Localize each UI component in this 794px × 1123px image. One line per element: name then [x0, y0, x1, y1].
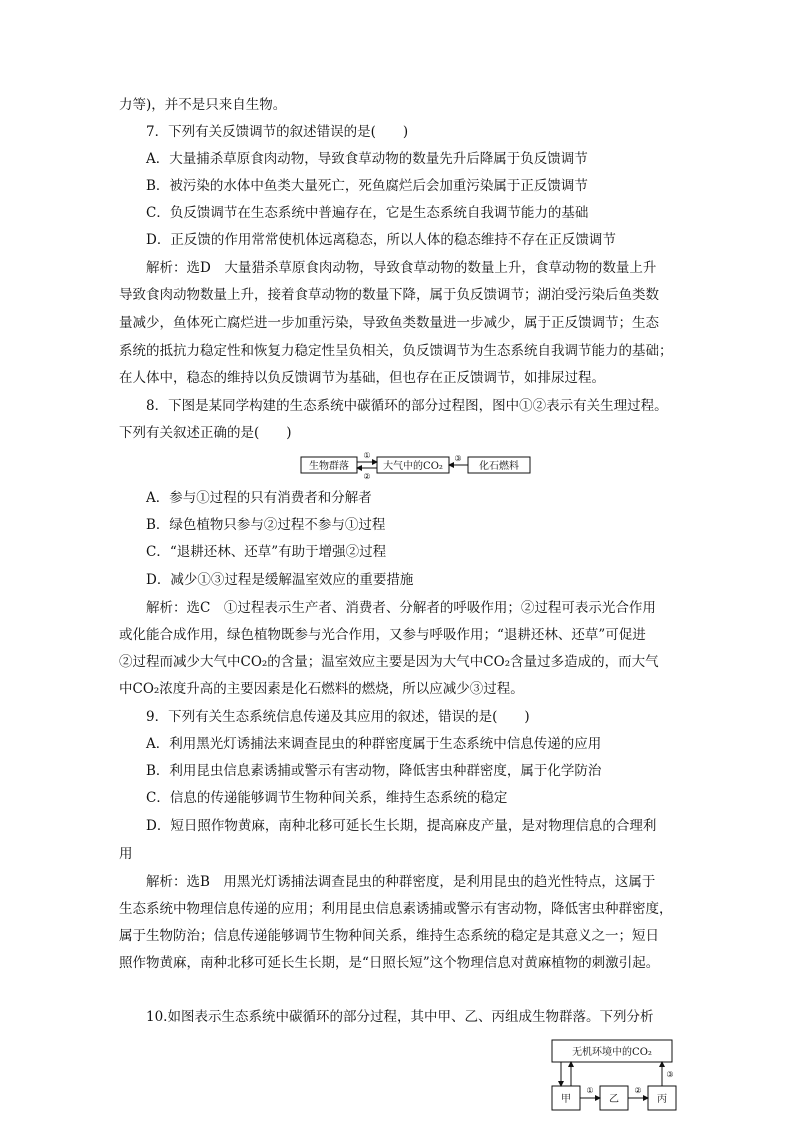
question-9-stem: 9．下列有关生态系统信息传递及其应用的叙述，错误的是( ) — [146, 709, 530, 725]
question-7-option-c: C．负反馈调节在生态系统中普遍存在，它是生态系统自我调节能力的基础 — [146, 205, 589, 221]
text-line: 力等)，并不是只来自生物。 — [119, 97, 287, 113]
question-7-stem: 7．下列有关反馈调节的叙述错误的是( ) — [146, 124, 409, 140]
arrow-3-label: ③ — [454, 454, 462, 463]
question-7-analysis: 导致食肉动物数量上升，接着食草动物的数量下降，属于负反馈调节；湖泊受污染后鱼类数 — [119, 287, 659, 303]
question-7-analysis: 量减少，鱼体死亡腐烂进一步加重污染，导致鱼类数量进一步减少，属于正反馈调节；生态 — [119, 315, 659, 331]
arrow-2-label: ② — [363, 472, 371, 480]
question-9-option-d: D．短日照作物黄麻，南种北移可延长生长期，提高麻皮产量，是对物理信息的合理利 — [146, 818, 657, 834]
question-7-option-d: D．正反馈的作用常常使机体远离稳态，所以人体的稳态维持不存在正反馈调节 — [146, 232, 616, 248]
question-7-analysis: 系统的抵抗力稳定性和恢复力稳定性呈负相关，负反馈调节为生态系统自我调节能力的基础； — [119, 343, 673, 359]
arrow-2-label: ② — [634, 1086, 642, 1095]
carbon-cycle-diagram-2 — [546, 1034, 678, 1118]
question-9-analysis: 照作物黄麻，南种北移可延长生长期，是“日照长短”这个物理信息对黄麻植物的刺激引起。 — [119, 955, 660, 971]
arrow-1-label: ① — [363, 451, 371, 460]
question-8-analysis: 或化能合成作用，绿色植物既参与光合作用，又参与呼吸作用；“退耕还林、还草”可促进 — [119, 627, 646, 643]
question-8-option-b: B．绿色植物只参与②过程不参与①过程 — [146, 517, 386, 533]
box-atmosphere-co2-label: 大气中的CO₂ — [383, 461, 443, 472]
arrow-3-label: ③ — [666, 1070, 674, 1079]
question-8-stem: 下列有关叙述正确的是( ) — [119, 425, 292, 441]
question-9-option-b: B．利用昆虫信息素诱捕或警示有害动物，降低害虫种群密度，属于化学防治 — [146, 763, 602, 779]
box-bing-label: 丙 — [657, 1094, 667, 1105]
question-9-option-c: C．信息的传递能够调节生物种间关系，维持生态系统的稳定 — [146, 790, 508, 806]
question-8-analysis: ②过程而减少大气中CO₂的含量；温室效应主要是因为大气中CO₂含量过多造成的，而大气 — [119, 654, 659, 670]
question-10-stem: 10.如图表示生态系统中碳循环的部分过程，其中甲、乙、丙组成生物群落。下列分析 — [146, 1009, 654, 1025]
box-jia-label: 甲 — [561, 1094, 571, 1105]
question-7-analysis: 解析：选D 大量猎杀草原食肉动物，导致食草动物的数量上升，食草动物的数量上升 — [146, 260, 657, 276]
question-8-option-d: D．减少①③过程是缓解温室效应的重要措施 — [146, 572, 414, 588]
question-9-analysis: 属于生物防治；信息传递能够调节生物种间关系，维持生态系统的稳定是其意义之一；短日 — [119, 928, 659, 944]
question-8-analysis: 中CO₂浓度升高的主要因素是化石燃料的燃烧，所以应减少③过程。 — [119, 681, 524, 697]
box-yi-label: 乙 — [609, 1094, 619, 1105]
question-8-option-a: A．参与①过程的只有消费者和分解者 — [146, 490, 372, 506]
question-9-analysis: 解析：选B 用黑光灯诱捕法调查昆虫的种群密度，是利用昆虫的趋光性特点，这属于 — [146, 874, 656, 890]
arrow-1-label: ① — [586, 1086, 594, 1095]
question-8-analysis: 解析：选C ①过程表示生产者、消费者、分解者的呼吸作用；②过程可表示光合作用 — [146, 600, 656, 616]
question-9-option-a: A．利用黑光灯诱捕法来调查昆虫的种群密度属于生态系统中信息传递的应用 — [146, 736, 602, 752]
carbon-cycle-diagram-1 — [300, 450, 532, 480]
question-8-option-c: C．“退耕还林、还草”有助于增强②过程 — [146, 544, 387, 560]
question-7-option-a: A．大量捕杀草原食肉动物，导致食草动物的数量先升后降属于负反馈调节 — [146, 151, 588, 167]
question-8-stem: 8．下图是某同学构建的生态系统中碳循环的部分过程图，图中①②表示有关生理过程。 — [146, 398, 668, 414]
question-7-analysis: 在人体中，稳态的维持以负反馈调节为基础，但也存在正反馈调节，如排尿过程。 — [119, 370, 605, 386]
box-biotic-community-label: 生物群落 — [309, 461, 349, 472]
question-9-analysis: 生态系统中物理信息传递的应用；利用昆虫信息素诱捕或警示有害动物，降低害虫种群密度， — [119, 901, 673, 917]
question-7-option-b: B．被污染的水体中鱼类大量死亡，死鱼腐烂后会加重污染属于正反馈调节 — [146, 178, 588, 194]
question-9-option-d: 用 — [119, 846, 133, 862]
box-inorganic-co2-label: 无机环境中的CO₂ — [572, 1047, 652, 1058]
box-fossil-fuel-label: 化石燃料 — [479, 461, 519, 472]
